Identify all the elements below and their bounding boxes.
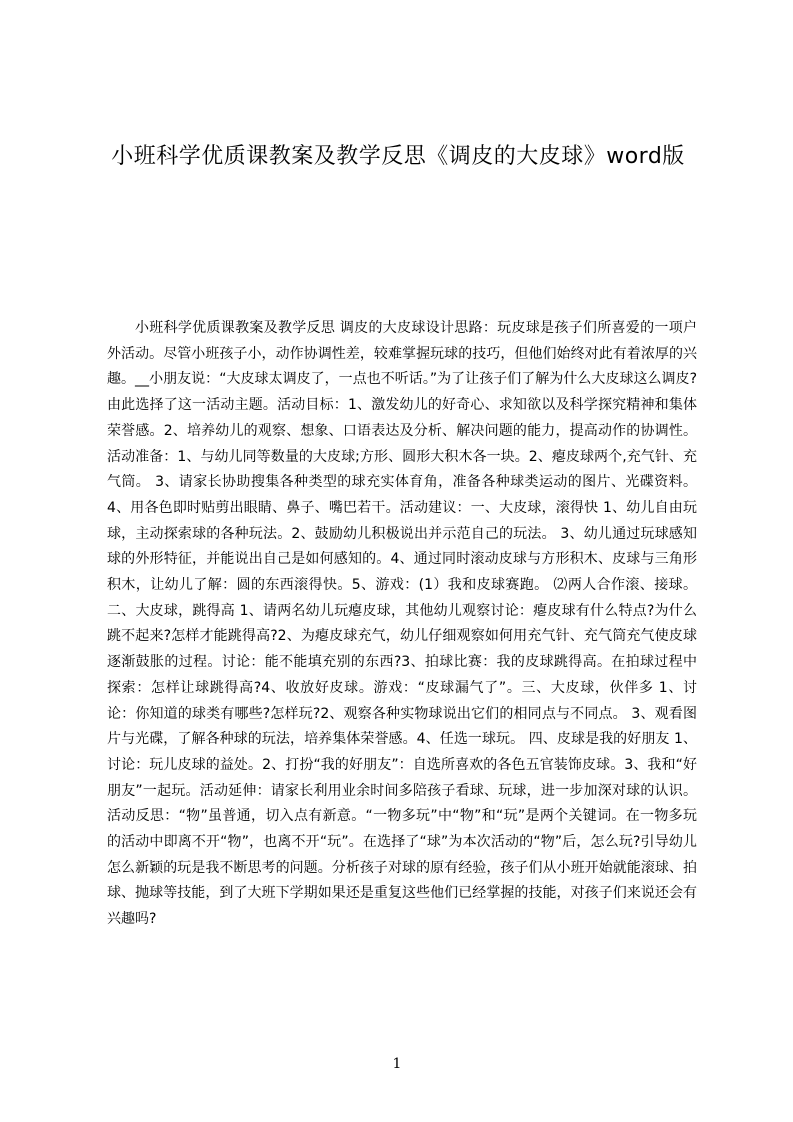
- page-number: 1: [392, 1056, 402, 1072]
- document-body: 小班科学优质课教案及教学反思 调皮的大皮球设计思路：玩皮球是孩子们所喜爱的一项户外活动。尽管小班孩子小，动作协调性差，较难掌握玩球的技巧，但他们始终对此有着浓厚的兴趣。__小朋友说：“大皮球太调皮了，一点也不听话。”为了让孩子们了解为什么大皮球这么调皮?由此选择了这一活动主题。活动目标：1、激发幼儿的好奇心、求知欲以及科学探究精神和集体荣誉感。2、培养幼儿的观察、想象、口语表达及分析、解决问题的能力，提高动作的协调性。活动准备：1、与幼儿同等数量的大皮球;方形、圆形大积木各一块。2、瘪皮球两个,充气针、充气筒。 3、请家长协助搜集各种类型的球充实体育角，准备各种球类运动的图片、光碟资料。4、用各色即时贴剪出眼睛、鼻子、嘴巴若干。活动建议：一、大皮球，滚得快 1、幼儿自由玩球，主动探索球的各种玩法。2、鼓励幼儿积极说出并示范自己的玩法。 3、幼儿通过玩球感知球的外形特征，并能说出自己是如何感知的。4、通过同时滚动皮球与方形积木、皮球与三角形积木，让幼儿了解：圆的东西滚得快。5、游戏：(1）我和皮球赛跑。 ⑵两人合作滚、接球。 二、大皮球，跳得高 1、请两名幼儿玩瘪皮球，其他幼儿观察讨论：瘪皮球有什么特点?为什么跳不起来?怎样才能跳得高?2、为瘪皮球充气，幼儿仔细观察如何用充气针、充气筒充气使皮球逐渐鼓胀的过程。讨论：能不能填充别的东西?3、拍球比赛：我的皮球跳得高。在拍球过程中探索：怎样让球跳得高?4、收放好皮球。游戏：“皮球漏气了”。三、大皮球，伙伴多 1、讨论：你知道的球类有哪些?怎样玩?2、观察各种实物球说出它们的相同点与不同点。 3、观看图片与光碟，了解各种球的玩法，培养集体荣誉感。4、任选一球玩。 四、皮球是我的好朋友 1、讨论：玩儿皮球的益处。2、打扮“我的好朋友”：自选所喜欢的各色五官装饰皮球。3、我和“好朋友”一起玩。活动延伸：请家长利用业余时间多陪孩子看球、玩球，进一步加深对球的认识。活动反思：“物”虽普通，切入点有新意。“一物多玩”中“物”和“玩”是两个关键词。在一物多玩的活动中即离不开“物”，也离不开“玩”。在选择了“球”为本次活动的“物”后，怎么玩?引导幼儿怎么新颖的玩是我不断思考的问题。分析孩子对球的原有经验，孩子们从小班开始就能滚球、拍球、抛球等技能，到了大班下学期如果还是重复这些他们已经掌握的技能，对孩子们来说还会有兴趣吗?: [107, 320, 697, 928]
- document-title: 小班科学优质课教案及教学反思《调皮的大皮球》word版: [111, 144, 685, 169]
